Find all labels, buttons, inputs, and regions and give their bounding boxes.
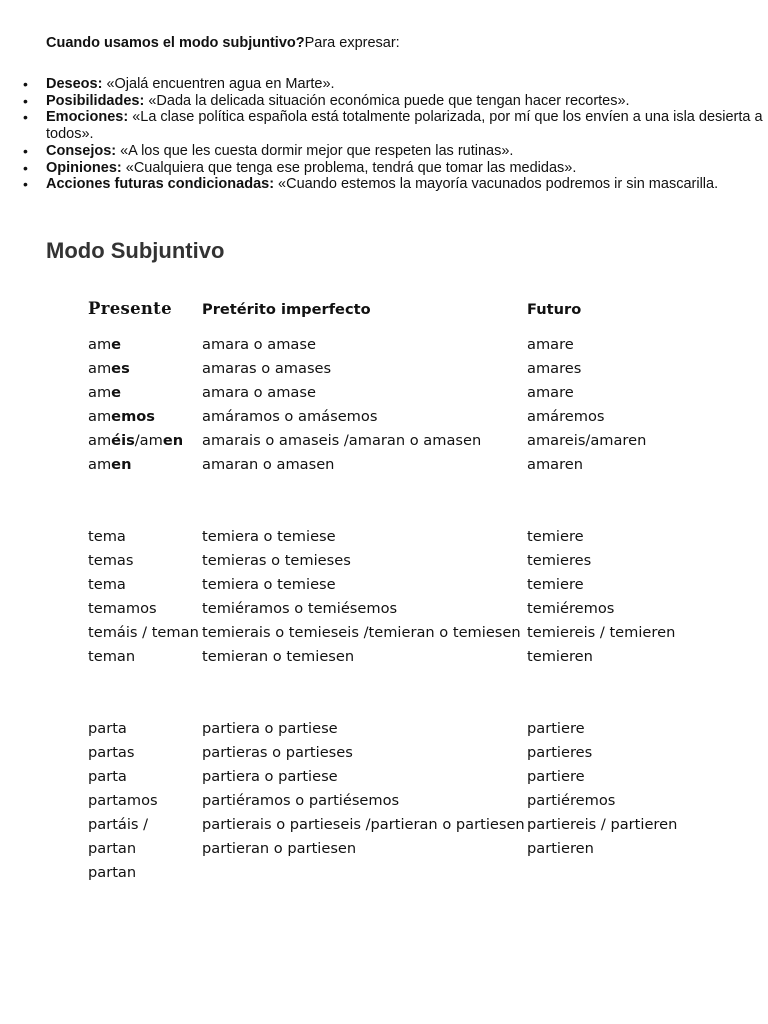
futuro-form: partieren — [527, 840, 594, 857]
futuro-form: amáremos — [527, 408, 605, 425]
imperfecto-form: partiera o partiese — [202, 720, 338, 737]
imperfecto-form: amaras o amases — [202, 360, 332, 377]
header-presente: Presente — [88, 299, 172, 318]
presente-form: ames — [88, 360, 130, 377]
use-label: Consejos: — [46, 142, 117, 159]
imperfecto-form: partieras o partieses — [202, 744, 353, 761]
futuro-form: partieres — [527, 744, 593, 761]
futuro-form: temieres — [527, 552, 592, 569]
list-item — [46, 109, 766, 142]
use-label: Emociones: — [46, 109, 129, 126]
presente-form: parta — [88, 720, 127, 737]
imperfecto-form: temieras o temieses — [202, 552, 351, 569]
imperfecto-form: temieran o temiesen — [202, 648, 355, 665]
intro-question: Cuando usamos el modo subjuntivo? — [46, 35, 305, 51]
futuro-form: amare — [527, 336, 574, 353]
futuro-form: temiere — [527, 528, 584, 545]
presente-form: partan — [88, 864, 137, 881]
use-label: Posibilidades: — [46, 92, 145, 109]
futuro-form: partiere — [527, 768, 585, 785]
use-text: «Cualquiera que tenga ese problema, tendrá que tomar las medidas». — [121, 159, 577, 176]
futuro-form: partiere — [527, 720, 585, 737]
imperfecto-form: temiera o temiese — [202, 528, 336, 545]
presente-form: ame — [88, 384, 122, 401]
use-text: «Dada la delicada situación económica puede que tengan hacer recortes». — [144, 92, 630, 109]
futuro-form: partiéremos — [527, 792, 616, 809]
imperfecto-form: partiéramos o partiésemos — [202, 792, 400, 809]
presente-form: partan — [88, 840, 137, 857]
header-imperfecto: Pretérito imperfecto — [202, 301, 371, 318]
use-label: Acciones futuras condicionadas: — [46, 176, 275, 193]
use-text: «Ojalá encuentren agua en Marte». — [102, 76, 335, 92]
futuro-form: amares — [527, 360, 582, 377]
header-futuro: Futuro — [527, 301, 582, 318]
list-item — [46, 176, 766, 193]
imperfecto-form: temiéramos o temiésemos — [202, 600, 398, 617]
list-item — [46, 76, 766, 93]
imperfecto-form: amaran o amasen — [202, 456, 335, 473]
imperfecto-form: amara o amase — [202, 384, 316, 401]
futuro-form: temiereis / temieren — [527, 624, 676, 641]
presente-form: partamos — [88, 792, 158, 809]
use-text: «A los que les cuesta dormir mejor que respeten las rutinas». — [116, 142, 514, 159]
intro-line — [46, 35, 400, 52]
list-item — [46, 160, 766, 177]
imperfecto-form: amarais o amaseis /amaran o amasen — [202, 432, 482, 449]
imperfecto-form: partiera o partiese — [202, 768, 338, 785]
futuro-form: amaren — [527, 456, 584, 473]
imperfecto-form: amara o amase — [202, 336, 316, 353]
presente-form: tema — [88, 576, 126, 593]
futuro-form: temiere — [527, 576, 584, 593]
imperfecto-form: partieran o partiesen — [202, 840, 357, 857]
use-label: Opiniones: — [46, 159, 122, 176]
futuro-form: partiereis / partieren — [527, 816, 678, 833]
imperfecto-form: partierais o partieseis /partieran o partiesen — [202, 816, 525, 833]
futuro-form: temiéremos — [527, 600, 615, 617]
presente-form: amen — [88, 456, 132, 473]
presente-form: tema — [88, 528, 126, 545]
presente-form: parta — [88, 768, 127, 785]
list-item — [46, 93, 766, 110]
imperfecto-form: temiera o temiese — [202, 576, 336, 593]
list-item — [46, 143, 766, 160]
section-title: Modo Subjuntivo — [46, 238, 225, 263]
presente-form: améis/amen — [88, 432, 184, 449]
presente-form: partas — [88, 744, 135, 761]
imperfecto-form: amáramos o amásemos — [202, 408, 378, 425]
presente-form: partáis / — [88, 816, 149, 833]
presente-form: ame — [88, 336, 122, 353]
use-label: Deseos: — [46, 76, 103, 92]
presente-form: temáis / teman — [88, 624, 199, 641]
presente-form: temamos — [88, 600, 157, 617]
futuro-form: temieren — [527, 648, 593, 665]
presente-form: teman — [88, 648, 136, 665]
intro-tail: Para expresar: — [304, 35, 400, 51]
presente-form: amemos — [88, 408, 155, 425]
futuro-form: amareis/amaren — [527, 432, 647, 449]
uses-list — [46, 76, 766, 193]
use-text: «La clase política española está totalmente polarizada, por mí que los envíen a una isla desierta a todos». — [46, 109, 763, 143]
use-text: «Cuando estemos la mayoría vacunados podremos ir sin mascarilla. — [274, 176, 719, 193]
imperfecto-form: temierais o temieseis /temieran o temiesen — [202, 624, 521, 641]
presente-form: temas — [88, 552, 134, 569]
futuro-form: amare — [527, 384, 574, 401]
